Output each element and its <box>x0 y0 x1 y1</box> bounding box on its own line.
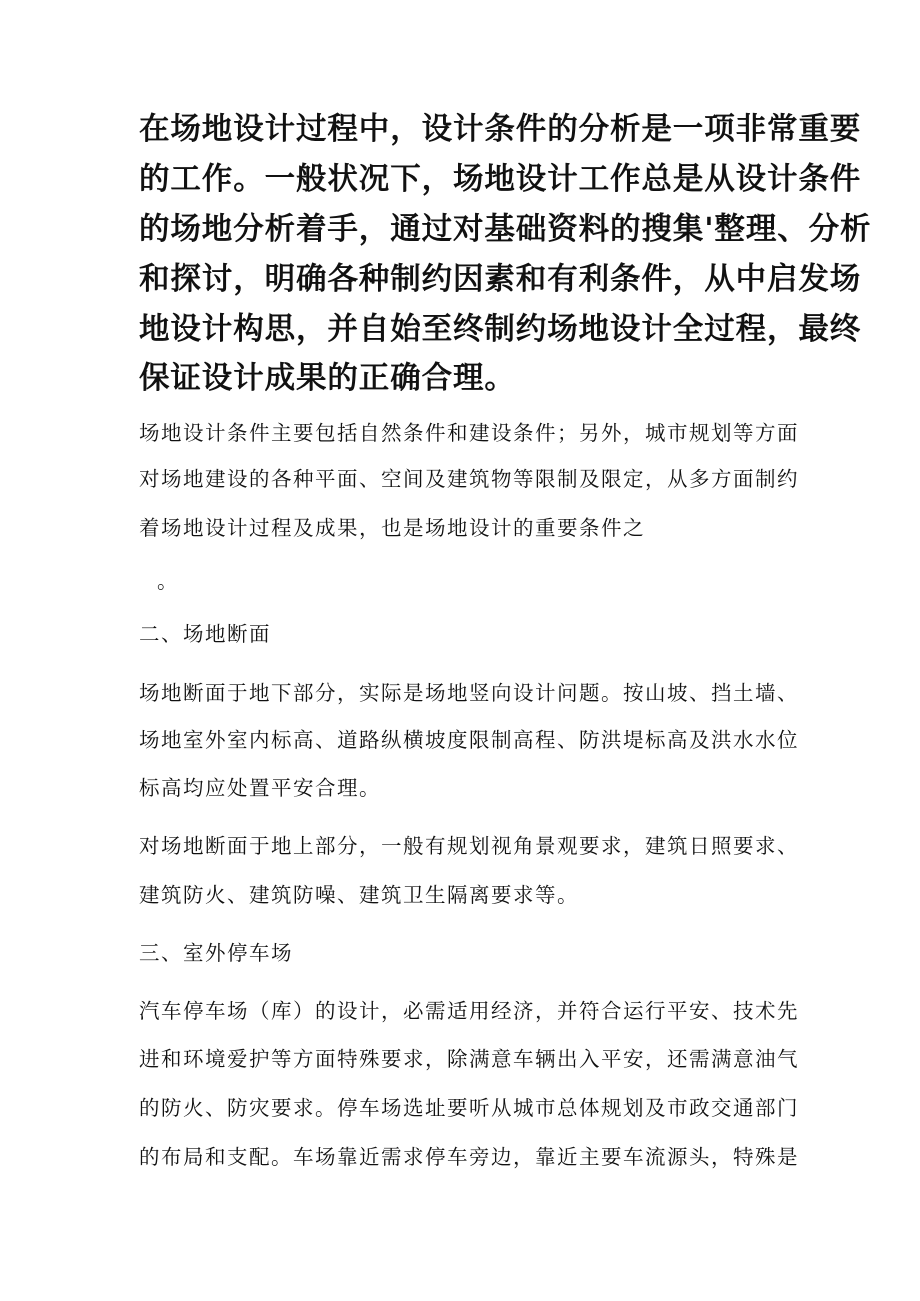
paragraph-line: 场地室外室内标高、道路纵横坡度限制高程、防洪堤标高及洪水水位 <box>139 728 799 752</box>
section-heading: 二、场地断面 <box>139 622 271 646</box>
paragraph-line: 对场地断面于地上部分，一般有规划视角景观要求，建筑日照要求、 <box>139 834 799 858</box>
lead-line: 的工作。一般状况下，场地设计工作总是从设计条件 <box>139 162 862 197</box>
lead-line: 保证设计成果的正确合理。 <box>139 361 516 396</box>
lead-line: 和探讨，明确各种制约因素和有利条件，从中启发场 <box>139 262 862 297</box>
paragraph-line: 着场地设计过程及成果，也是场地设计的重要条件之 <box>139 516 645 540</box>
paragraph-line: 汽车停车场（库）的设计，必需适用经济，并符合运行平安、技术先 <box>139 999 799 1023</box>
paragraph-line: 进和环境爱护等方面特殊要求，除满意车辆出入平安，还需满意油气 <box>139 1047 799 1071</box>
paragraph-line: 的防火、防灾要求。停车场选址要听从城市总体规划及市政交通部门 <box>139 1096 799 1120</box>
section-heading: 三、室外停车场 <box>139 941 293 965</box>
lead-line: 地设计构思，并自始至终制约场地设计全过程，最终 <box>139 312 862 347</box>
paragraph-line: 的布局和支配。车场靠近需求停车旁边，靠近主要车流源头，特殊是 <box>139 1145 799 1169</box>
paragraph-line: 。 <box>157 569 179 593</box>
lead-line: 的场地分析着手，通过对基础资料的搜集'整理、分析 <box>139 212 872 247</box>
lead-line: 在场地设计过程中，设计条件的分析是一项非常重要 <box>139 112 862 147</box>
paragraph-line: 标高均应处置平安合理。 <box>139 776 381 800</box>
paragraph-line: 对场地建设的各种平面、空间及建筑物等限制及限定，从多方面制约 <box>139 467 799 491</box>
paragraph-line: 建筑防火、建筑防噪、建筑卫生隔离要求等。 <box>139 883 579 907</box>
paragraph-line: 场地设计条件主要包括自然条件和建设条件；另外，城市规划等方面 <box>139 421 799 445</box>
paragraph-line: 场地断面于地下部分，实际是场地竖向设计问题。按山坡、挡土墙、 <box>139 681 799 705</box>
